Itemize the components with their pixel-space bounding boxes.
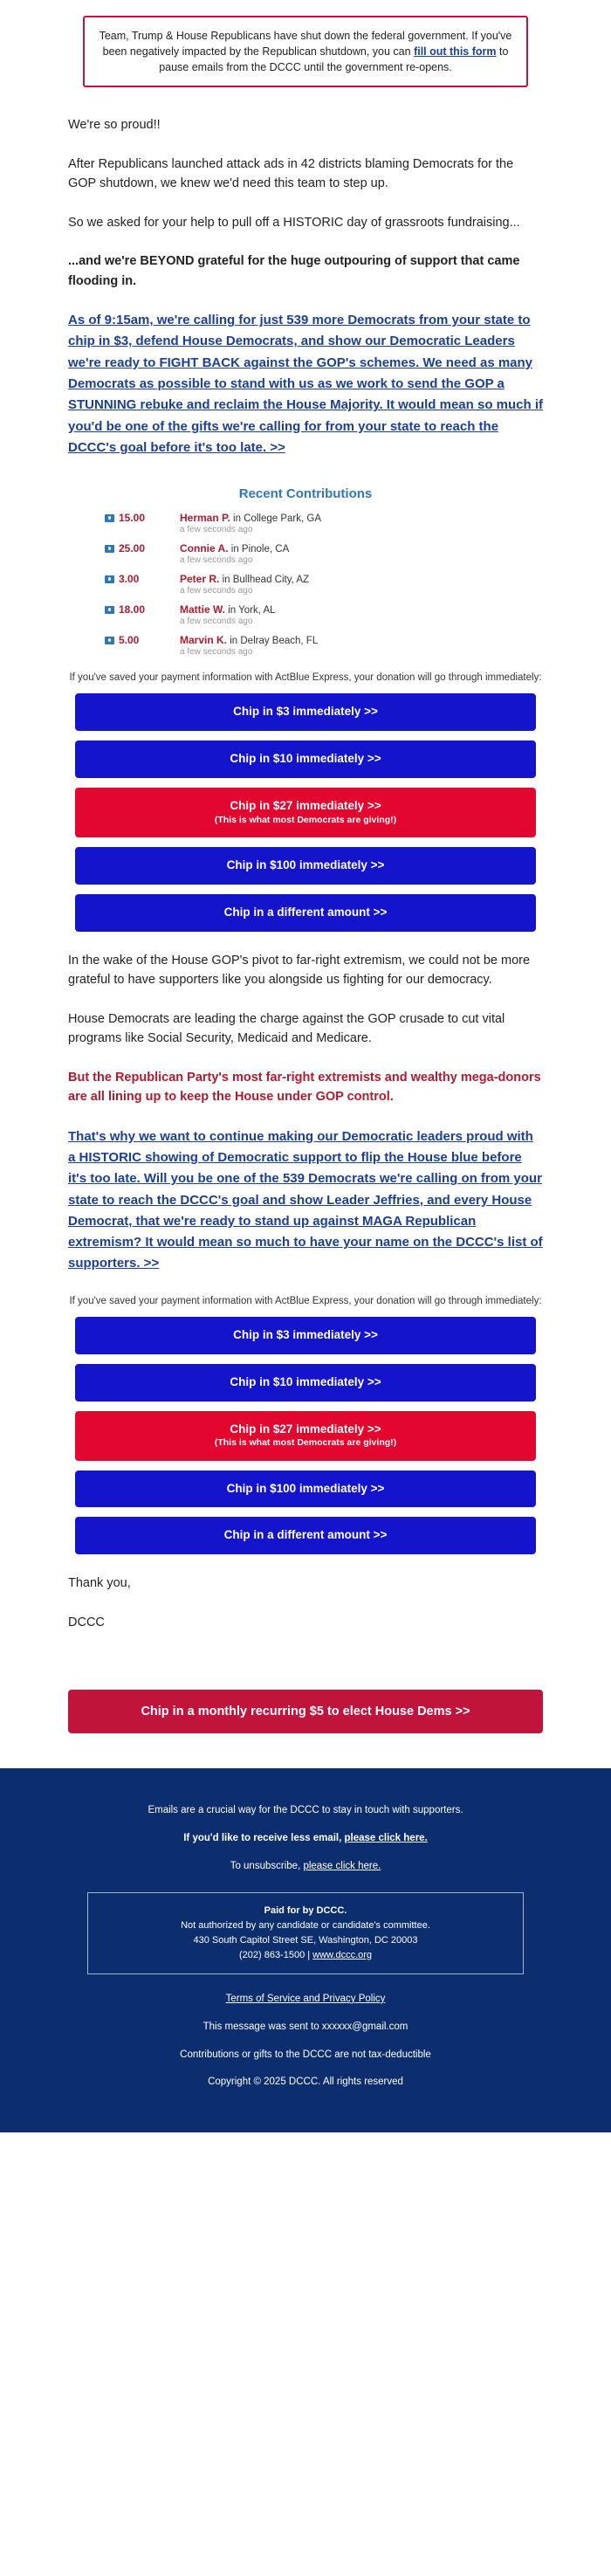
alert-text-after: to pause emails from the DCCC until the government re-opens. <box>159 45 509 74</box>
footer-unsubscribe-text: To unsubscribe, <box>230 1860 304 1871</box>
dccc-website-link[interactable]: www.dccc.org <box>312 1949 373 1960</box>
money-icon <box>105 575 114 583</box>
chip-in-10-label-2: Chip in $10 immediately >> <box>230 1374 381 1388</box>
recurring-donation-label: Chip in a monthly recurring $5 to elect House Dems >> <box>141 1705 470 1719</box>
contribution-location: in College Park, GA <box>233 513 322 525</box>
paragraph-3: So we asked for your help to pull off a HISTORIC day of grassroots fundraising... <box>68 215 520 230</box>
contribution-time: a few seconds ago <box>180 647 253 658</box>
footer-tax-notice: Contributions or gifts to the DCCC are not tax-deductible <box>180 2049 431 2060</box>
recent-contributions-title: Recent Contributions <box>238 486 373 502</box>
recurring-cta <box>0 1651 611 1768</box>
actblue-express-note: If you've saved your payment information with ActBlue Express, your donation will go through immediately: <box>69 672 542 684</box>
money-icon <box>105 637 114 644</box>
chip-in-10-button[interactable] <box>75 740 536 778</box>
paragraph-8: But the Republican Party's most far-right extremists and wealthy mega-donors are all lining up to keep the House under GOP control. <box>68 1070 541 1105</box>
actblue-express-note-2: If you've saved your payment information with ActBlue Express, your donation will go through immediately: <box>69 1295 542 1306</box>
contribution-name: Herman P. <box>180 512 230 525</box>
contribution-row <box>105 512 506 534</box>
alert-text-before: Team, Trump & House Republicans have shut down the federal government. If you've been negatively impacted by the Republican shutdown, you can <box>99 30 512 59</box>
chip-in-other-label-2: Chip in a different amount >> <box>223 1528 388 1542</box>
contribution-location: in Pinole, CA <box>230 544 290 555</box>
contribution-time: a few seconds ago <box>180 555 253 566</box>
signoff <box>0 1574 611 1632</box>
paragraph-6: In the wake of the House GOP's pivot to far-right extremism, we could not be more grateful to have supporters like you alongside us fighting for our democracy. <box>68 953 531 988</box>
contribution-person <box>180 512 506 534</box>
chip-in-other-button-2[interactable] <box>75 1517 536 1554</box>
chip-in-10-label: Chip in $10 immediately >> <box>230 752 381 766</box>
contribution-location: in York, AL <box>228 605 276 616</box>
contribution-time: a few seconds ago <box>180 586 253 596</box>
contribution-name: Connie A. <box>180 542 229 555</box>
contribution-person <box>180 573 506 596</box>
footer-terms <box>52 1992 559 2008</box>
shutdown-alert <box>0 0 611 96</box>
contribution-amount-value: 5.00 <box>119 634 140 647</box>
chip-in-100-button[interactable] <box>75 847 536 885</box>
chip-in-10-button-2[interactable] <box>75 1364 536 1402</box>
contribution-amount-value: 3.00 <box>119 573 140 586</box>
contribution-location: in Delray Beach, FL <box>230 636 319 647</box>
money-icon <box>105 545 114 553</box>
contribution-person <box>180 603 506 626</box>
contribution-amount <box>105 573 180 585</box>
contribution-person <box>180 634 506 657</box>
chip-in-100-label: Chip in $100 immediately >> <box>226 858 385 872</box>
chip-in-other-button[interactable] <box>75 894 536 932</box>
footer-less-email <box>52 1831 559 1847</box>
footer-line-1: Emails are a crucial way for the DCCC to stay in touch with supporters. <box>148 1805 463 1816</box>
chip-in-other-label: Chip in a different amount >> <box>223 905 388 919</box>
chip-in-27-button-2[interactable] <box>75 1411 536 1461</box>
donation-block-2 <box>0 1294 611 1555</box>
paid-for-disclaimer <box>87 1892 524 1974</box>
paid-for-line-4 <box>100 1948 511 1963</box>
contribution-row <box>105 603 506 626</box>
unsubscribe-link[interactable]: please click here. <box>303 1860 381 1871</box>
contribution-amount <box>105 634 180 646</box>
contribution-name: Peter R. <box>180 573 220 586</box>
footer-sent-to: This message was sent to xxxxxx@gmail.com <box>203 2021 408 2032</box>
paragraph-1: We're so proud!! <box>68 118 161 133</box>
signoff-thanks: Thank you, <box>68 1576 131 1591</box>
chip-in-100-label-2: Chip in $100 immediately >> <box>226 1481 385 1495</box>
money-icon <box>105 606 114 614</box>
contribution-amount <box>105 542 180 554</box>
chip-in-3-button[interactable] <box>75 693 536 731</box>
footer-unsubscribe <box>52 1859 559 1875</box>
contribution-location: in Bullhead City, AZ <box>222 575 310 586</box>
contribution-amount-value: 25.00 <box>119 542 146 555</box>
chip-in-27-button[interactable] <box>75 788 536 837</box>
paragraph-7: House Democrats are leading the charge against the GOP crusade to cut vital programs like Social Security, Medicaid and Medicare. <box>68 1011 505 1046</box>
paid-for-line-3: 430 South Capitol Street SE, Washington, DC 20003 <box>193 1934 418 1946</box>
donation-ask-link-2[interactable]: That's why we want to continue making our Democratic leaders proud with a HISTORIC showing of Democratic support to flip the House blue before it's too late. Will you be one of the 539 Democrats we're calling on from your state to reach the DCCC's goal and show Leader Jeffries, and every House Democrat, that we're ready to stand up against MAGA Republican extremism? It would mean so much to have your name on the DCCC's list of supporters. >> <box>68 1128 543 1271</box>
body-middle <box>0 951 611 1275</box>
terms-privacy-link[interactable]: Terms of Service and Privacy Policy <box>225 1993 386 2004</box>
donation-block-1 <box>0 671 611 932</box>
contribution-name: Mattie W. <box>180 603 226 616</box>
footer-less-email-text: If you'd like to receive less email, <box>183 1833 345 1844</box>
money-icon <box>105 514 114 522</box>
contribution-amount <box>105 603 180 616</box>
shutdown-alert-box <box>83 16 528 87</box>
email-footer <box>0 1768 611 2132</box>
contribution-row <box>105 542 506 565</box>
donation-buttons <box>0 693 611 932</box>
chip-in-27-label-2: Chip in $27 immediately >> <box>230 1422 381 1436</box>
recurring-donation-button[interactable] <box>68 1690 543 1733</box>
paid-for-line-1: Paid for by DCCC. <box>264 1904 347 1916</box>
donation-ask-link-1[interactable]: As of 9:15am, we're calling for just 539 more Democrats from your state to chip in $3, defend House Democrats, and show our Democratic Leaders we're ready to FIGHT BACK against the GOP's schemes. We need as many Democrats as possible to stand with us as we work to send the GOP a STUNNING rebuke and reclaim the House Majority. It would mean so much if you'd be one of the gifts we're calling for from your state to reach the DCCC's goal before it's too late. >> <box>68 313 543 455</box>
donation-buttons-2 <box>0 1317 611 1555</box>
contribution-row <box>105 634 506 657</box>
recent-contributions <box>0 478 611 657</box>
footer-copyright: Copyright © 2025 DCCC. All rights reserved <box>208 2077 403 2088</box>
contribution-name: Marvin K. <box>180 634 228 647</box>
paragraph-2: After Republicans launched attack ads in 42 districts blaming Democrats for the GOP shutdown, we knew we'd need this team to step up. <box>68 156 514 191</box>
contribution-time: a few seconds ago <box>180 616 253 627</box>
paragraph-4: ...and we're BEYOND grateful for the huge outpouring of support that came flooding in. <box>68 254 520 288</box>
chip-in-27-sublabel-2: (This is what most Democrats are giving!) <box>214 1437 397 1449</box>
dccc-phone: (202) 863-1500 | <box>238 1949 313 1960</box>
contribution-amount <box>105 512 180 524</box>
chip-in-27-sublabel: (This is what most Democrats are giving!) <box>214 814 397 825</box>
body-top <box>0 115 611 458</box>
contribution-time: a few seconds ago <box>180 525 253 535</box>
chip-in-3-label: Chip in $3 immediately >> <box>233 705 378 719</box>
chip-in-3-label-2: Chip in $3 immediately >> <box>233 1327 378 1341</box>
signoff-name: DCCC <box>68 1615 105 1629</box>
contribution-amount-value: 15.00 <box>119 512 146 525</box>
chip-in-27-label: Chip in $27 immediately >> <box>230 799 381 813</box>
chip-in-100-button-2[interactable] <box>75 1471 536 1508</box>
paid-for-line-2: Not authorized by any candidate or candidate's committee. <box>181 1919 430 1931</box>
contribution-person <box>180 542 506 565</box>
shutdown-form-link[interactable]: fill out this form <box>414 45 497 59</box>
less-email-link[interactable]: please click here. <box>344 1833 428 1844</box>
contribution-row <box>105 573 506 596</box>
contribution-amount-value: 18.00 <box>119 603 146 616</box>
chip-in-3-button-2[interactable] <box>75 1317 536 1354</box>
